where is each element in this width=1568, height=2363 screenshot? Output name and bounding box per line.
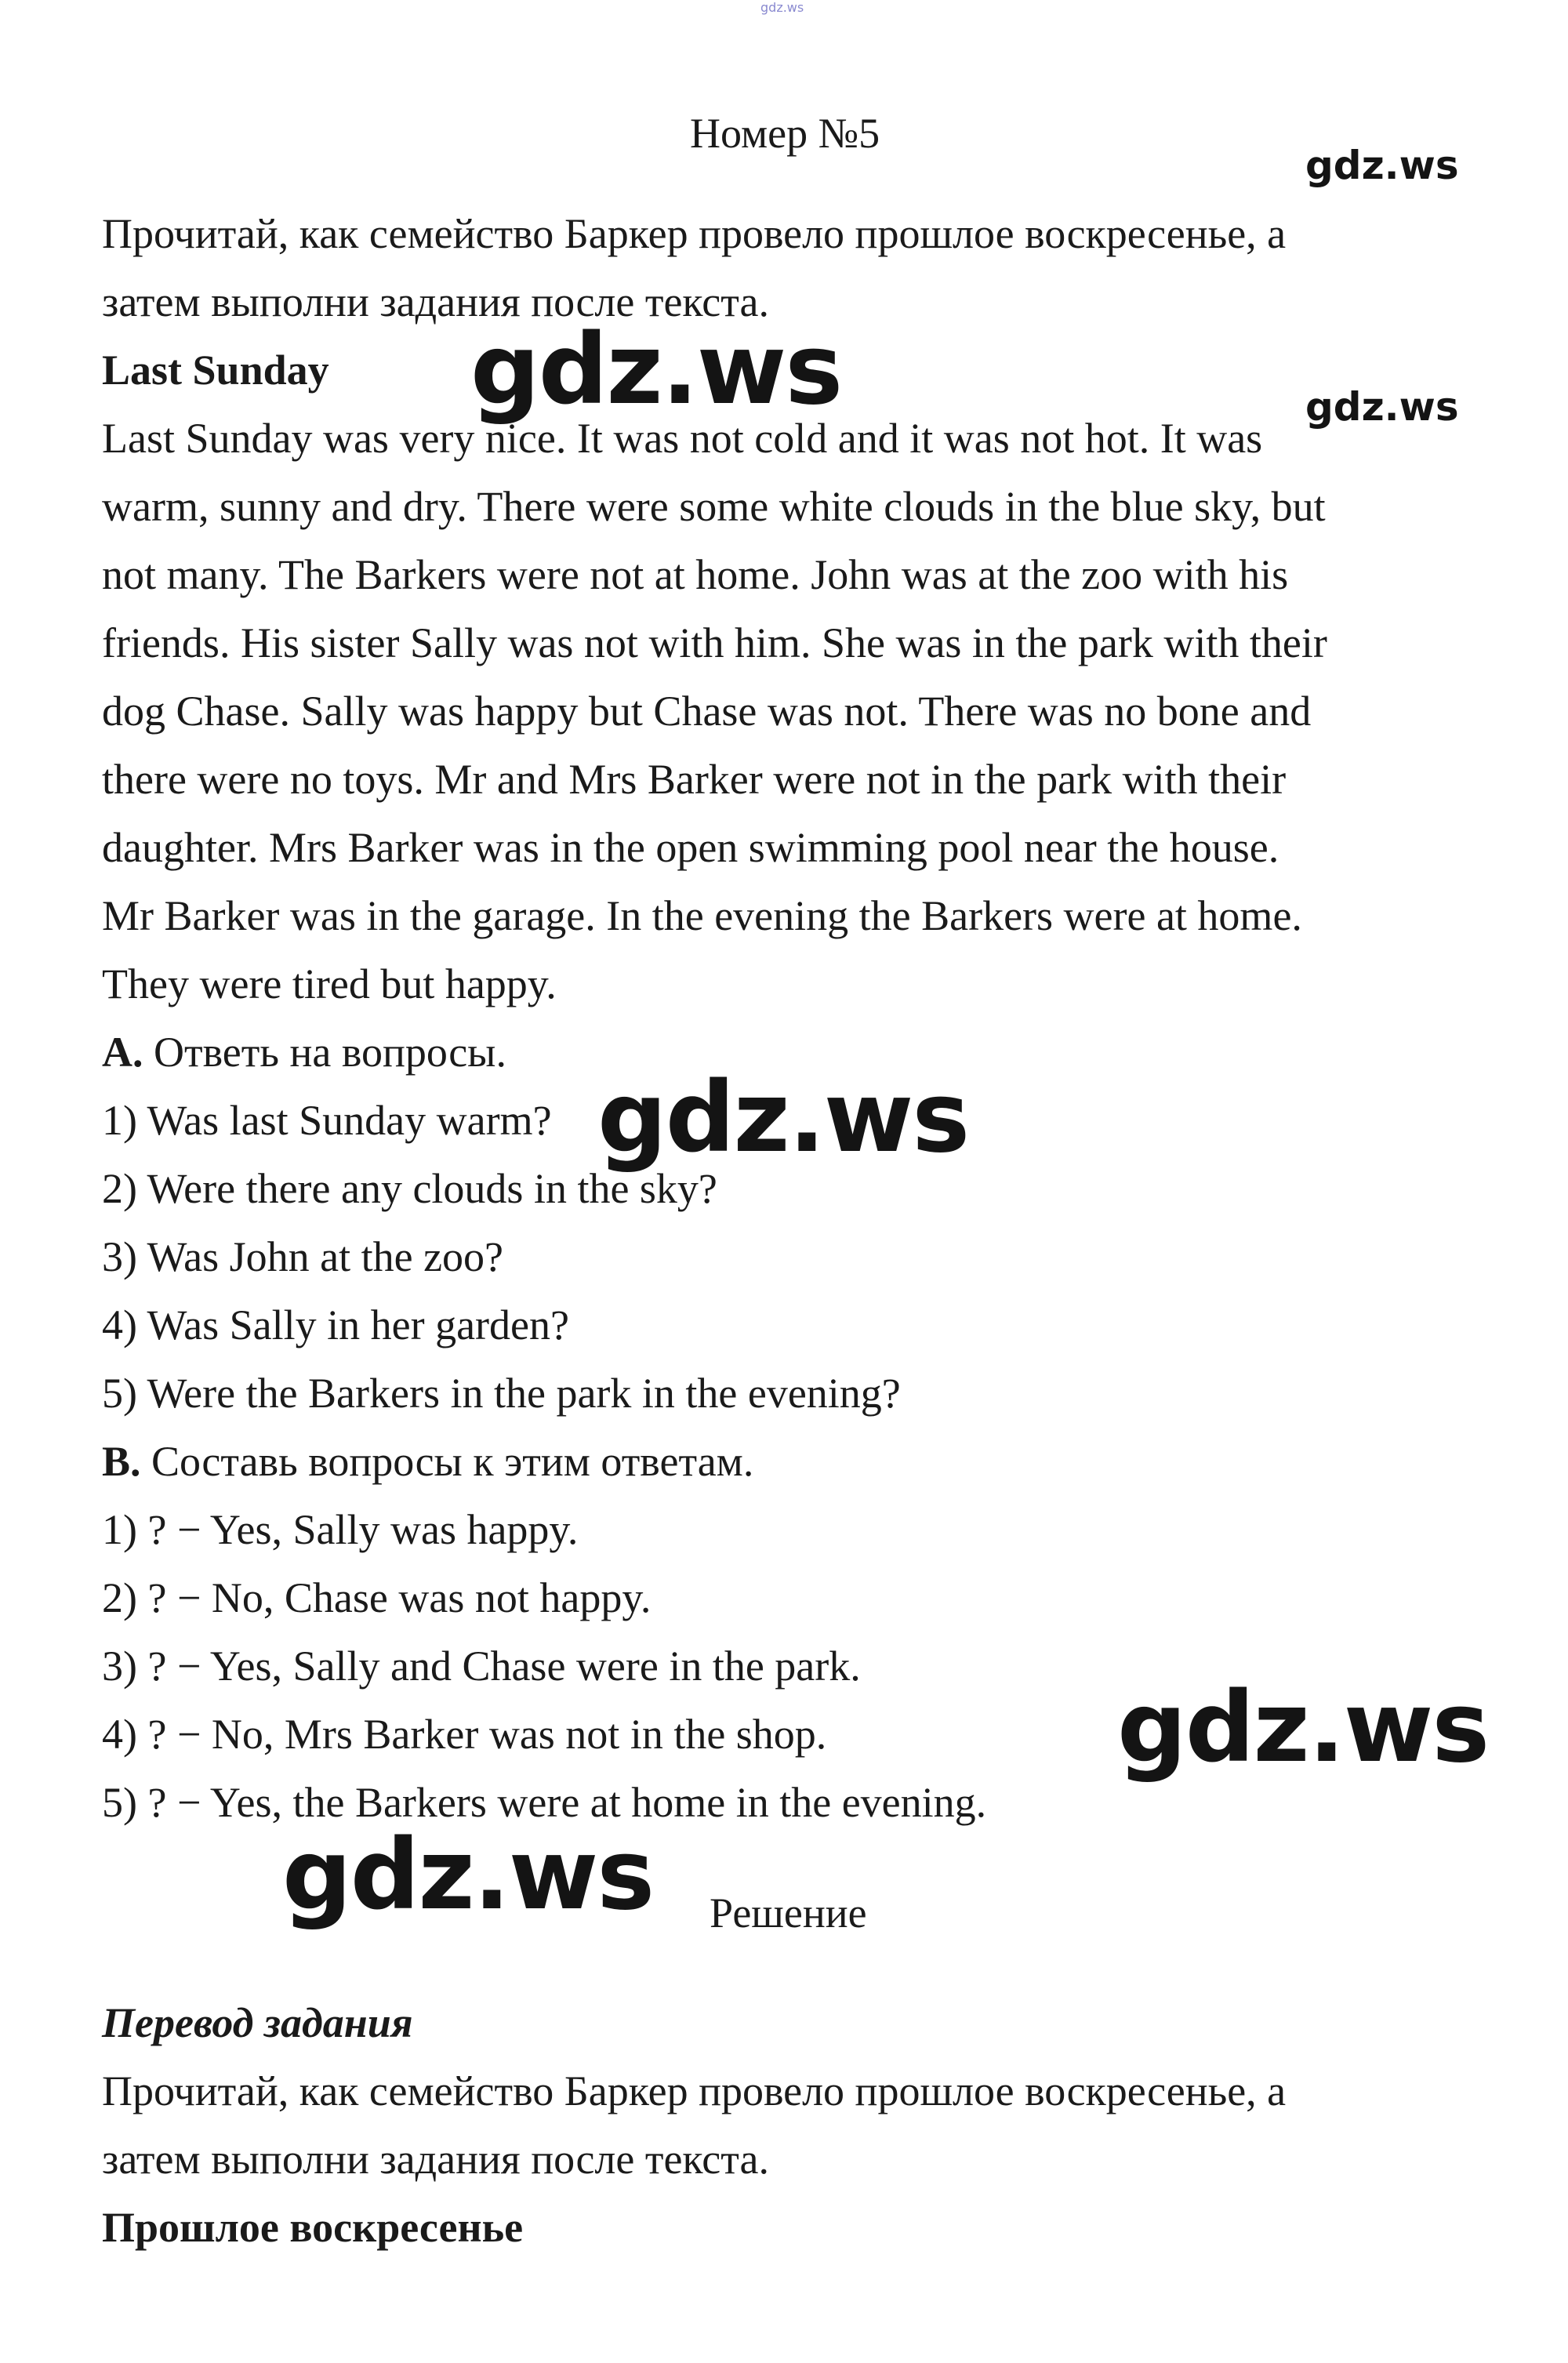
- section-b-item-4: 4) ? − No, Mrs Barker was not in the shop.: [102, 1711, 827, 1758]
- watermark-big-3: gdz.ws: [1117, 1672, 1489, 1784]
- text-title: Last Sunday: [102, 347, 329, 394]
- translation-intro-line-2: затем выполни задания после текста.: [102, 2136, 770, 2183]
- section-a-item-5: 5) Were the Barkers in the park in the evening?: [102, 1370, 901, 1417]
- section-a-instruction: Ответь на вопросы.: [143, 1029, 506, 1076]
- section-a-heading: [102, 1027, 506, 1077]
- solution-label: Решение: [710, 1889, 867, 1936]
- section-b-letter: B.: [102, 1438, 141, 1485]
- section-a-item-3: 3) Was John at the zoo?: [102, 1233, 504, 1280]
- section-a-item-1: 1) Was last Sunday warm?: [102, 1097, 552, 1144]
- text-line-6: there were no toys. Mr and Mrs Barker were not in the park with their: [102, 756, 1287, 803]
- page-title: Номер №5: [690, 110, 880, 157]
- section-a-item-4: 4) Was Sally in her garden?: [102, 1301, 569, 1348]
- text-line-3: not many. The Barkers were not at home. John was at the zoo with his: [102, 551, 1289, 598]
- section-b-item-1: 1) ? − Yes, Sally was happy.: [102, 1506, 579, 1553]
- watermark-big-1: gdz.ws: [470, 314, 842, 427]
- translation-intro-line-1: Прочитай, как семейство Баркер провело прошлое воскресенье, а: [102, 2067, 1287, 2114]
- section-a-letter: A.: [102, 1029, 143, 1076]
- text-line-7: daughter. Mrs Barker was in the open swimming pool near the house.: [102, 824, 1279, 871]
- task-intro-line-2: затем выполни задания после текста.: [102, 278, 770, 325]
- section-b-heading: [102, 1436, 753, 1486]
- watermark-big-4: gdz.ws: [282, 1819, 654, 1932]
- text-line-8: Mr Barker was in the garage. In the evening the Barkers were at home.: [102, 892, 1302, 939]
- text-line-4: friends. His sister Sally was not with him. She was in the park with their: [102, 619, 1327, 666]
- section-a-item-2: 2) Were there any clouds in the sky?: [102, 1165, 717, 1212]
- text-line-5: dog Chase. Sally was happy but Chase was not. There was no bone and: [102, 688, 1312, 735]
- watermark-big-2: gdz.ws: [597, 1062, 969, 1174]
- watermark-small-2: gdz.ws: [1305, 384, 1459, 430]
- task-intro-line-1: Прочитай, как семейство Баркер провело прошлое воскресенье, а: [102, 210, 1287, 257]
- watermark-top: gdz.ws: [760, 0, 804, 15]
- section-b-item-2: 2) ? − No, Chase was not happy.: [102, 1574, 652, 1621]
- translation-text-title: Прошлое воскресенье: [102, 2204, 524, 2251]
- watermark-small-1: gdz.ws: [1305, 143, 1459, 188]
- translation-heading: Перевод задания: [102, 1999, 413, 2046]
- section-b-item-3: 3) ? − Yes, Sally and Chase were in the park.: [102, 1642, 861, 1690]
- text-line-1: Last Sunday was very nice. It was not cold and it was not hot. It was: [102, 415, 1263, 462]
- section-b-item-5: 5) ? − Yes, the Barkers were at home in the evening.: [102, 1779, 987, 1826]
- text-line-2: warm, sunny and dry. There were some white clouds in the blue sky, but: [102, 483, 1326, 530]
- text-line-9: They were tired but happy.: [102, 960, 557, 1007]
- section-b-instruction: Составь вопросы к этим ответам.: [140, 1438, 754, 1485]
